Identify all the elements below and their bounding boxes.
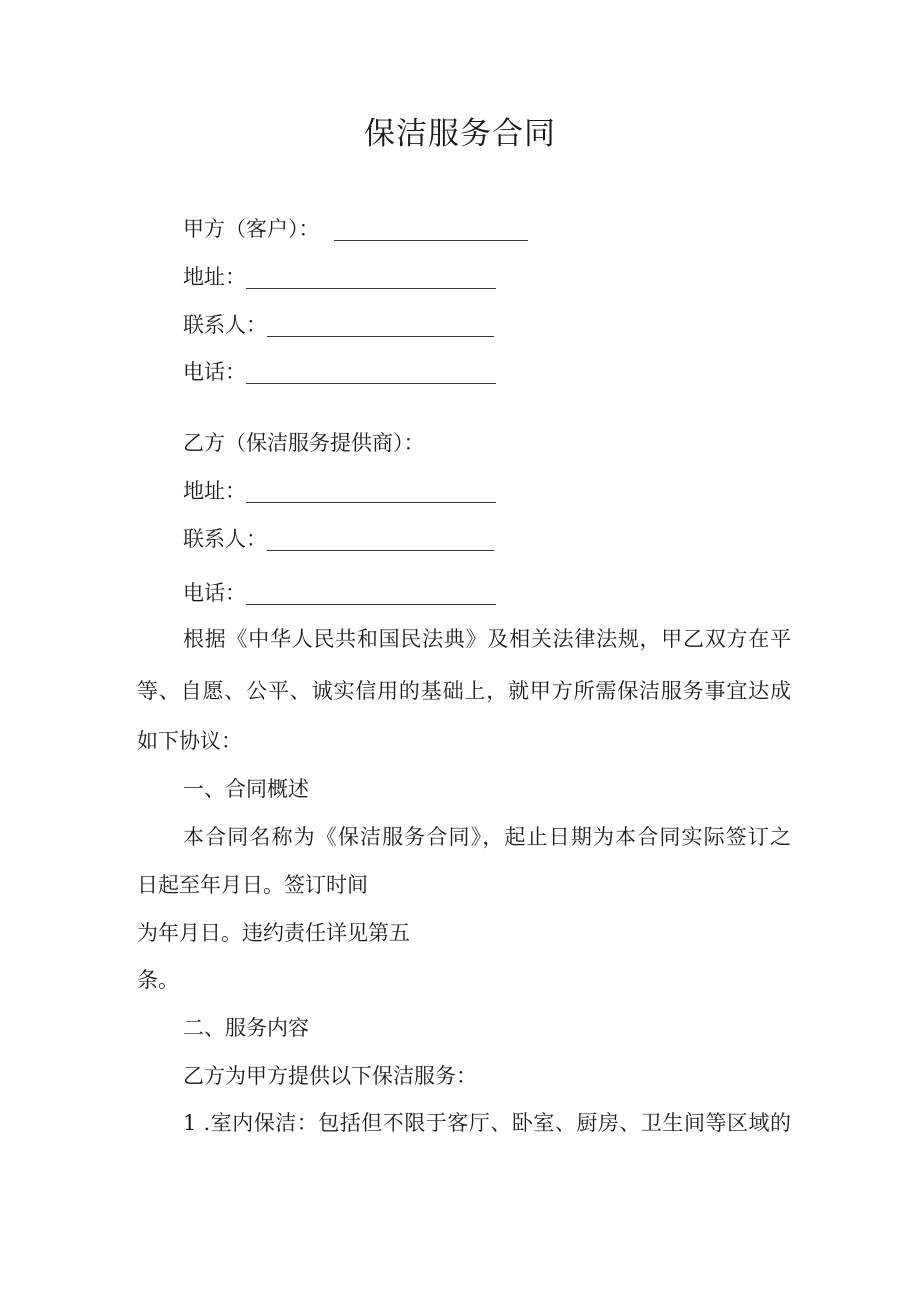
- party-a-phone-field: [183, 357, 496, 387]
- party-b-contact-field: [183, 524, 494, 554]
- party-a-contact-blank: [267, 314, 494, 337]
- preamble-line-1: 根据《中华人民共和国民法典》及相关法律法规，甲乙双方在平: [183, 627, 791, 651]
- party-a-contact-field: [183, 310, 494, 340]
- section-1-heading: 一、合同概述: [183, 777, 309, 801]
- party-b-contact-label: 联系人：: [183, 527, 267, 551]
- party-a-contact-label: 联系人：: [183, 313, 267, 337]
- party-a-phone-label: 电话：: [183, 360, 246, 384]
- section-1-line-3: 为年月日。违约责任详见第五: [137, 921, 410, 945]
- party-a-address-label: 地址：: [183, 265, 246, 289]
- section-1-line-2: 日起至年月日。签订时间: [137, 873, 368, 897]
- section-1-line-1: 本合同名称为《保洁服务合同》，起止日期为本合同实际签订之: [183, 825, 791, 849]
- party-b-address-blank: [246, 480, 496, 503]
- party-a-name-field: [183, 214, 528, 244]
- party-b-phone-blank: [246, 582, 496, 605]
- party-b-contact-blank: [267, 528, 494, 551]
- party-a-label: 甲方（客户）：: [183, 217, 320, 241]
- party-b-label: 乙方（保洁服务提供商）：: [183, 431, 425, 455]
- document-title: 保洁服务合同: [364, 116, 556, 152]
- party-a-address-blank: [246, 266, 496, 289]
- section-1-line-4: 条。: [137, 968, 179, 992]
- party-b-address-field: [183, 476, 496, 506]
- party-a-address-field: [183, 262, 496, 292]
- preamble-line-3: 如下协议：: [137, 729, 242, 753]
- party-b-address-label: 地址：: [183, 479, 246, 503]
- section-2-intro: 乙方为甲方提供以下保洁服务：: [183, 1064, 477, 1088]
- preamble-line-2: 等、自愿、公平、诚实信用的基础上，就甲方所需保洁服务事宜达成: [137, 679, 791, 703]
- party-a-blank: [334, 218, 528, 241]
- party-a-phone-blank: [246, 361, 496, 384]
- section-2-heading: 二、服务内容: [183, 1016, 309, 1040]
- party-b-phone-field: [183, 578, 496, 608]
- party-b-phone-label: 电话：: [183, 581, 246, 605]
- section-2-item-1: 1 .室内保洁：包括但不限于客厅、卧室、厨房、卫生间等区域的: [183, 1111, 791, 1135]
